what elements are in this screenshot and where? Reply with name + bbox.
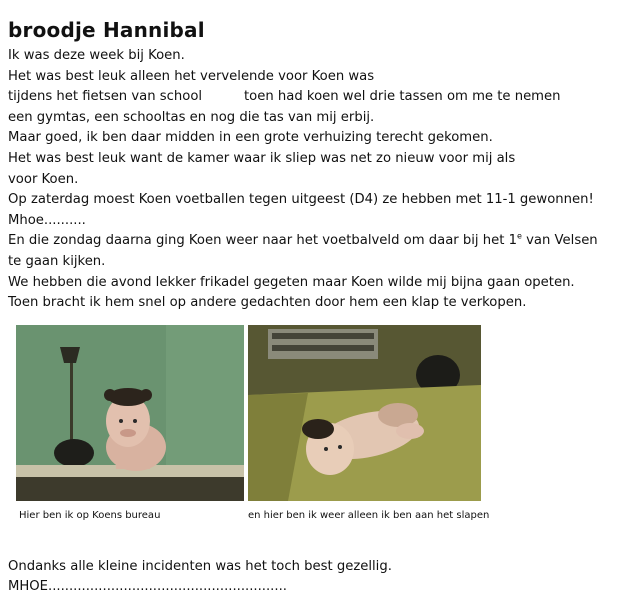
photo-sleeping (248, 325, 481, 501)
closing-line: Ondanks alle kleine incidenten was het toch best gezellig. (8, 559, 392, 574)
story-line: tijdens het fietsen van school toen had koen wel drie tassen om me te nemen (8, 89, 561, 105)
page-title: broodje Hannibal (8, 18, 205, 42)
closing-signoff: MHOE......................................................... (8, 579, 287, 594)
closing-text (8, 557, 392, 597)
story-line: Het was best leuk alleen het vervelende voor Koen was (8, 68, 375, 84)
story-line: Maar goed, ik ben daar midden in een grote verhuizing terecht gekomen. (8, 130, 493, 146)
story-line: Mhoe.......... (8, 212, 86, 228)
story-line: We hebben die avond lekker frikadel gegeten maar Koen wilde mij bijna gaan opeten. (8, 274, 575, 290)
story-line: voor Koen. (8, 171, 79, 187)
photo-on-desk (16, 325, 244, 501)
story-line: te gaan kijken. (8, 253, 106, 269)
story-line: Op zaterdag moest Koen voetballen tegen uitgeest (D4) ze hebben met 11-1 gewonnen! (8, 192, 594, 208)
story-text (8, 46, 630, 314)
story-line (8, 231, 630, 252)
story-line: een gymtas, een schooltas en nog die tas van mij erbij. (8, 109, 375, 125)
story-line-text: En die zondag daarna ging Koen weer naar het voetbalveld om daar bij het 1 (8, 233, 517, 249)
story-line: Het was best leuk want de kamer waar ik sliep was net zo nieuw voor mij als (8, 150, 516, 166)
superscript: e (517, 231, 522, 241)
plush-sleeping-illustration (248, 325, 481, 501)
story-line: Ik was deze week bij Koen. (8, 48, 185, 63)
plush-on-desk-illustration (16, 325, 244, 501)
photo-caption-desk: Hier ben ik op Koens bureau (19, 510, 161, 521)
story-line: Toen bracht ik hem snel op andere gedachten door hem een klap te verkopen. (8, 295, 527, 311)
photo-caption-sleeping: en hier ben ik weer alleen ik ben aan het slapen (248, 510, 490, 521)
story-line-tail: van Velsen (521, 233, 598, 249)
